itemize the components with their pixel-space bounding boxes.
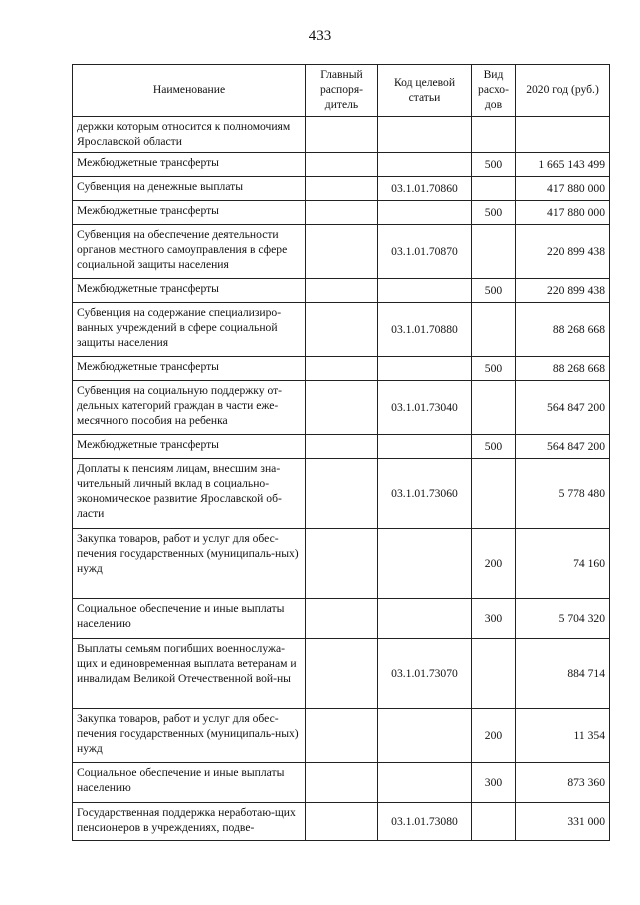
row-main-admin xyxy=(306,599,378,639)
page-number: 433 xyxy=(308,28,332,44)
row-main-admin xyxy=(306,529,378,599)
row-name: Закупка товаров, работ и услуг для обес-печения государственных (муниципаль-ных) нужд xyxy=(73,709,306,763)
row-name: держки которым относится к полномочиям Ярославской области xyxy=(73,117,306,153)
row-target-code xyxy=(378,763,472,803)
row-target-code xyxy=(378,279,472,303)
row-target-code xyxy=(378,529,472,599)
row-name: Доплаты к пенсиям лицам, внесшим зна-чительный личный вклад в социально-экономическое развитие Ярославской об-ласти xyxy=(73,459,306,529)
row-name: Субвенция на социальную поддержку от-дельных категорий граждан в части еже-месячного пособия на ребенка xyxy=(73,381,306,435)
row-main-admin xyxy=(306,177,378,201)
row-main-admin xyxy=(306,357,378,381)
row-target-code: 03.1.01.70880 xyxy=(378,303,472,357)
header-main-admin: Главный распоря-дитель xyxy=(306,65,378,117)
row-sum-2020: 5 704 320 xyxy=(516,599,610,639)
row-main-admin xyxy=(306,201,378,225)
row-main-admin xyxy=(306,763,378,803)
row-name: Межбюджетные трансферты xyxy=(73,357,306,381)
row-target-code xyxy=(378,201,472,225)
row-expense-type xyxy=(472,803,516,841)
row-name: Закупка товаров, работ и услуг для обес-печения государственных (муниципаль-ных) нужд xyxy=(73,529,306,599)
row-main-admin xyxy=(306,303,378,357)
row-main-admin xyxy=(306,117,378,153)
row-expense-type xyxy=(472,381,516,435)
table-row xyxy=(73,357,610,381)
row-name: Выплаты семьям погибших военнослужа-щих и единовременная выплата ветеранам и инвалидам Великой Отечественной вой-ны xyxy=(73,639,306,709)
row-expense-type: 300 xyxy=(472,763,516,803)
row-main-admin xyxy=(306,639,378,709)
row-target-code: 03.1.01.73080 xyxy=(378,803,472,841)
row-main-admin xyxy=(306,709,378,763)
row-main-admin xyxy=(306,459,378,529)
row-target-code: 03.1.01.73070 xyxy=(378,639,472,709)
row-expense-type: 500 xyxy=(472,153,516,177)
row-name: Субвенция на содержание специализиро-ванных учреждений в сфере социальной защиты населения xyxy=(73,303,306,357)
table-row xyxy=(73,225,610,279)
row-expense-type xyxy=(472,225,516,279)
row-sum-2020: 88 268 668 xyxy=(516,357,610,381)
table-row xyxy=(73,763,610,803)
row-expense-type: 300 xyxy=(472,599,516,639)
header-target-code: Код целевой статьи xyxy=(378,65,472,117)
row-sum-2020: 884 714 xyxy=(516,639,610,709)
row-main-admin xyxy=(306,225,378,279)
row-target-code xyxy=(378,153,472,177)
row-sum-2020: 564 847 200 xyxy=(516,435,610,459)
table-row xyxy=(73,639,610,709)
row-target-code xyxy=(378,435,472,459)
row-name: Межбюджетные трансферты xyxy=(73,435,306,459)
row-name: Межбюджетные трансферты xyxy=(73,153,306,177)
row-target-code xyxy=(378,357,472,381)
row-main-admin xyxy=(306,381,378,435)
row-sum-2020: 11 354 xyxy=(516,709,610,763)
row-expense-type xyxy=(472,177,516,201)
row-expense-type: 500 xyxy=(472,435,516,459)
row-sum-2020: 564 847 200 xyxy=(516,381,610,435)
table-row xyxy=(73,803,610,841)
row-target-code: 03.1.01.73060 xyxy=(378,459,472,529)
row-sum-2020: 220 899 438 xyxy=(516,279,610,303)
row-expense-type xyxy=(472,639,516,709)
table-row xyxy=(73,201,610,225)
row-target-code xyxy=(378,599,472,639)
row-expense-type: 500 xyxy=(472,279,516,303)
row-target-code xyxy=(378,117,472,153)
row-expense-type: 200 xyxy=(472,709,516,763)
table-row xyxy=(73,709,610,763)
row-target-code: 03.1.01.70860 xyxy=(378,177,472,201)
row-sum-2020: 5 778 480 xyxy=(516,459,610,529)
row-expense-type: 500 xyxy=(472,357,516,381)
table-row xyxy=(73,529,610,599)
row-target-code xyxy=(378,709,472,763)
row-sum-2020: 74 160 xyxy=(516,529,610,599)
row-sum-2020: 1 665 143 499 xyxy=(516,153,610,177)
table-row xyxy=(73,153,610,177)
table-row xyxy=(73,599,610,639)
row-name: Субвенция на денежные выплаты xyxy=(73,177,306,201)
table-row xyxy=(73,435,610,459)
table-row xyxy=(73,459,610,529)
row-name: Государственная поддержка неработаю-щих пенсионеров в учреждениях, подве- xyxy=(73,803,306,841)
header-year-2020: 2020 год (руб.) xyxy=(516,65,610,117)
table-row xyxy=(73,381,610,435)
row-sum-2020 xyxy=(516,117,610,153)
table-row xyxy=(73,177,610,201)
row-sum-2020: 88 268 668 xyxy=(516,303,610,357)
row-sum-2020: 331 000 xyxy=(516,803,610,841)
row-name: Социальное обеспечение и иные выплаты населению xyxy=(73,599,306,639)
row-target-code: 03.1.01.70870 xyxy=(378,225,472,279)
budget-table xyxy=(72,64,610,841)
row-name: Межбюджетные трансферты xyxy=(73,279,306,303)
row-expense-type: 200 xyxy=(472,529,516,599)
row-sum-2020: 417 880 000 xyxy=(516,177,610,201)
table-row xyxy=(73,279,610,303)
row-sum-2020: 220 899 438 xyxy=(516,225,610,279)
row-expense-type xyxy=(472,117,516,153)
row-main-admin xyxy=(306,279,378,303)
row-main-admin xyxy=(306,153,378,177)
row-name: Межбюджетные трансферты xyxy=(73,201,306,225)
row-name: Субвенция на обеспечение деятельности органов местного самоуправления в сфере социальной защиты населения xyxy=(73,225,306,279)
header-expense-type: Вид расхо-дов xyxy=(472,65,516,117)
row-target-code: 03.1.01.73040 xyxy=(378,381,472,435)
row-main-admin xyxy=(306,435,378,459)
row-sum-2020: 873 360 xyxy=(516,763,610,803)
row-name: Социальное обеспечение и иные выплаты населению xyxy=(73,763,306,803)
header-name: Наименование xyxy=(73,65,306,117)
table-row xyxy=(73,117,610,153)
row-expense-type: 500 xyxy=(472,201,516,225)
table-body xyxy=(73,117,610,841)
row-main-admin xyxy=(306,803,378,841)
table-row xyxy=(73,303,610,357)
row-expense-type xyxy=(472,303,516,357)
row-sum-2020: 417 880 000 xyxy=(516,201,610,225)
table-header-row xyxy=(73,65,610,117)
row-expense-type xyxy=(472,459,516,529)
